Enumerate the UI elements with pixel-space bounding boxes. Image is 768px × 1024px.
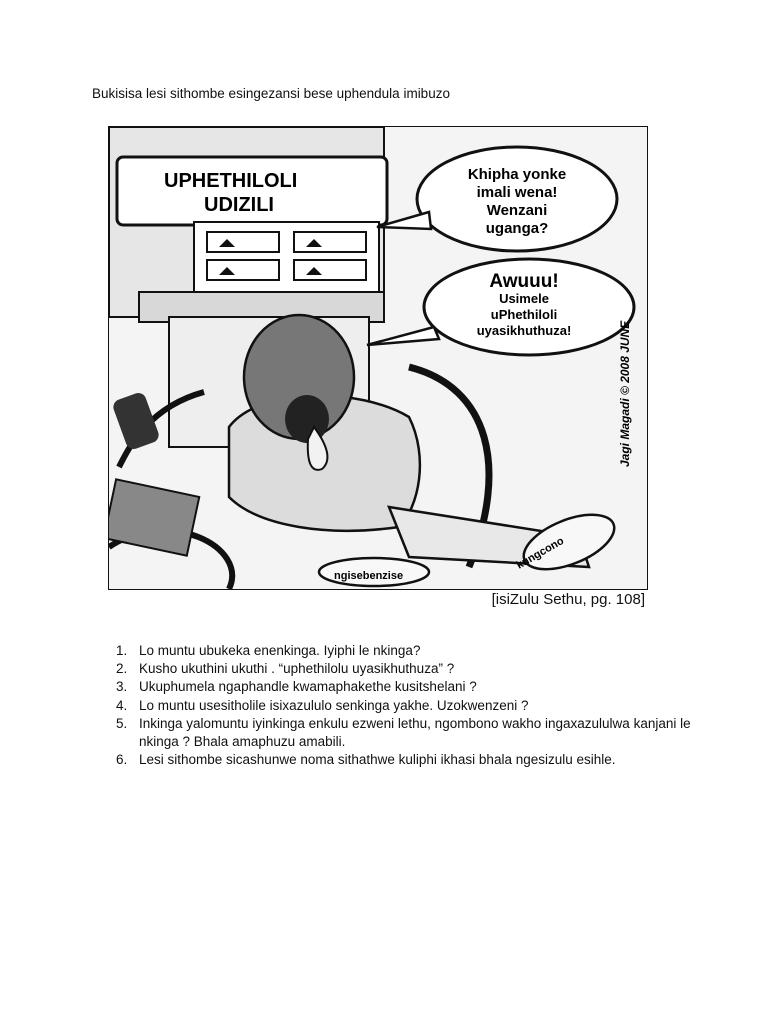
sign-line2: UDIZILI: [204, 194, 274, 216]
list-item: [92, 715, 692, 751]
list-item: [92, 660, 692, 678]
question-list: [92, 642, 692, 769]
question-text: Ukuphumela ngaphandle kwamaphakethe kusitshelani ?: [139, 679, 477, 695]
question-text: Lo muntu usesitholile isixazululo senkinga yakhe. Uzokwenzeni ?: [139, 697, 529, 713]
cartoon-image: [108, 126, 648, 590]
list-item: [92, 751, 692, 769]
question-number: 4.: [116, 697, 128, 713]
list-item: [92, 678, 692, 696]
list-item: [92, 642, 692, 660]
bubble1-line4: uganga?: [485, 220, 549, 237]
bubble2-line1: Awuuu!: [489, 271, 559, 292]
bubble2-line3: uPhethiloli: [490, 307, 558, 322]
question-number: 5.: [116, 715, 128, 731]
question-text: Kusho ukuthini ukuthi . “uphethilolu uyasikhuthuza” ?: [139, 661, 455, 677]
bubble1-line1: Khipha yonke: [467, 166, 567, 183]
question-number: 3.: [116, 679, 128, 695]
question-number: 1.: [116, 643, 128, 658]
label-kungcono: kungcono: [514, 534, 567, 572]
question-text: Inkinga yalomuntu iyinkinga enkulu ezweni lethu, ngombono wakho ingaxazululwa kanjani le nkinga ? Bhala amaphuzu amabili.: [139, 715, 691, 750]
instruction-text: Bukisisa lesi sithombe esingezansi bese uphendula imibuzo: [92, 86, 450, 101]
bubble2-line2: Usimele: [499, 291, 549, 306]
label-ngisebenzise: ngisebenzise: [334, 570, 404, 582]
source-caption: [isiZulu Sethu, pg. 108]: [491, 591, 645, 608]
sign-line1: UPHETHILOLI: [164, 170, 298, 192]
question-text: Lo muntu ubukeka enenkinga. Iyiphi le nkinga?: [139, 643, 421, 658]
bubble1-line3: Wenzani: [486, 202, 548, 219]
artist-signature: Jagi Magadi © 2008 JUNE: [618, 320, 632, 467]
list-item: [92, 697, 692, 715]
bubble1-line2: imali wena!: [476, 184, 558, 201]
question-text: Lesi sithombe sicashunwe noma sithathwe kuliphi ikhasi bhala ngesizulu esihle.: [139, 752, 616, 768]
bubble2-line4: uyasikhuthuza!: [476, 323, 572, 338]
question-number: 2.: [116, 661, 128, 677]
question-number: 6.: [116, 752, 128, 768]
